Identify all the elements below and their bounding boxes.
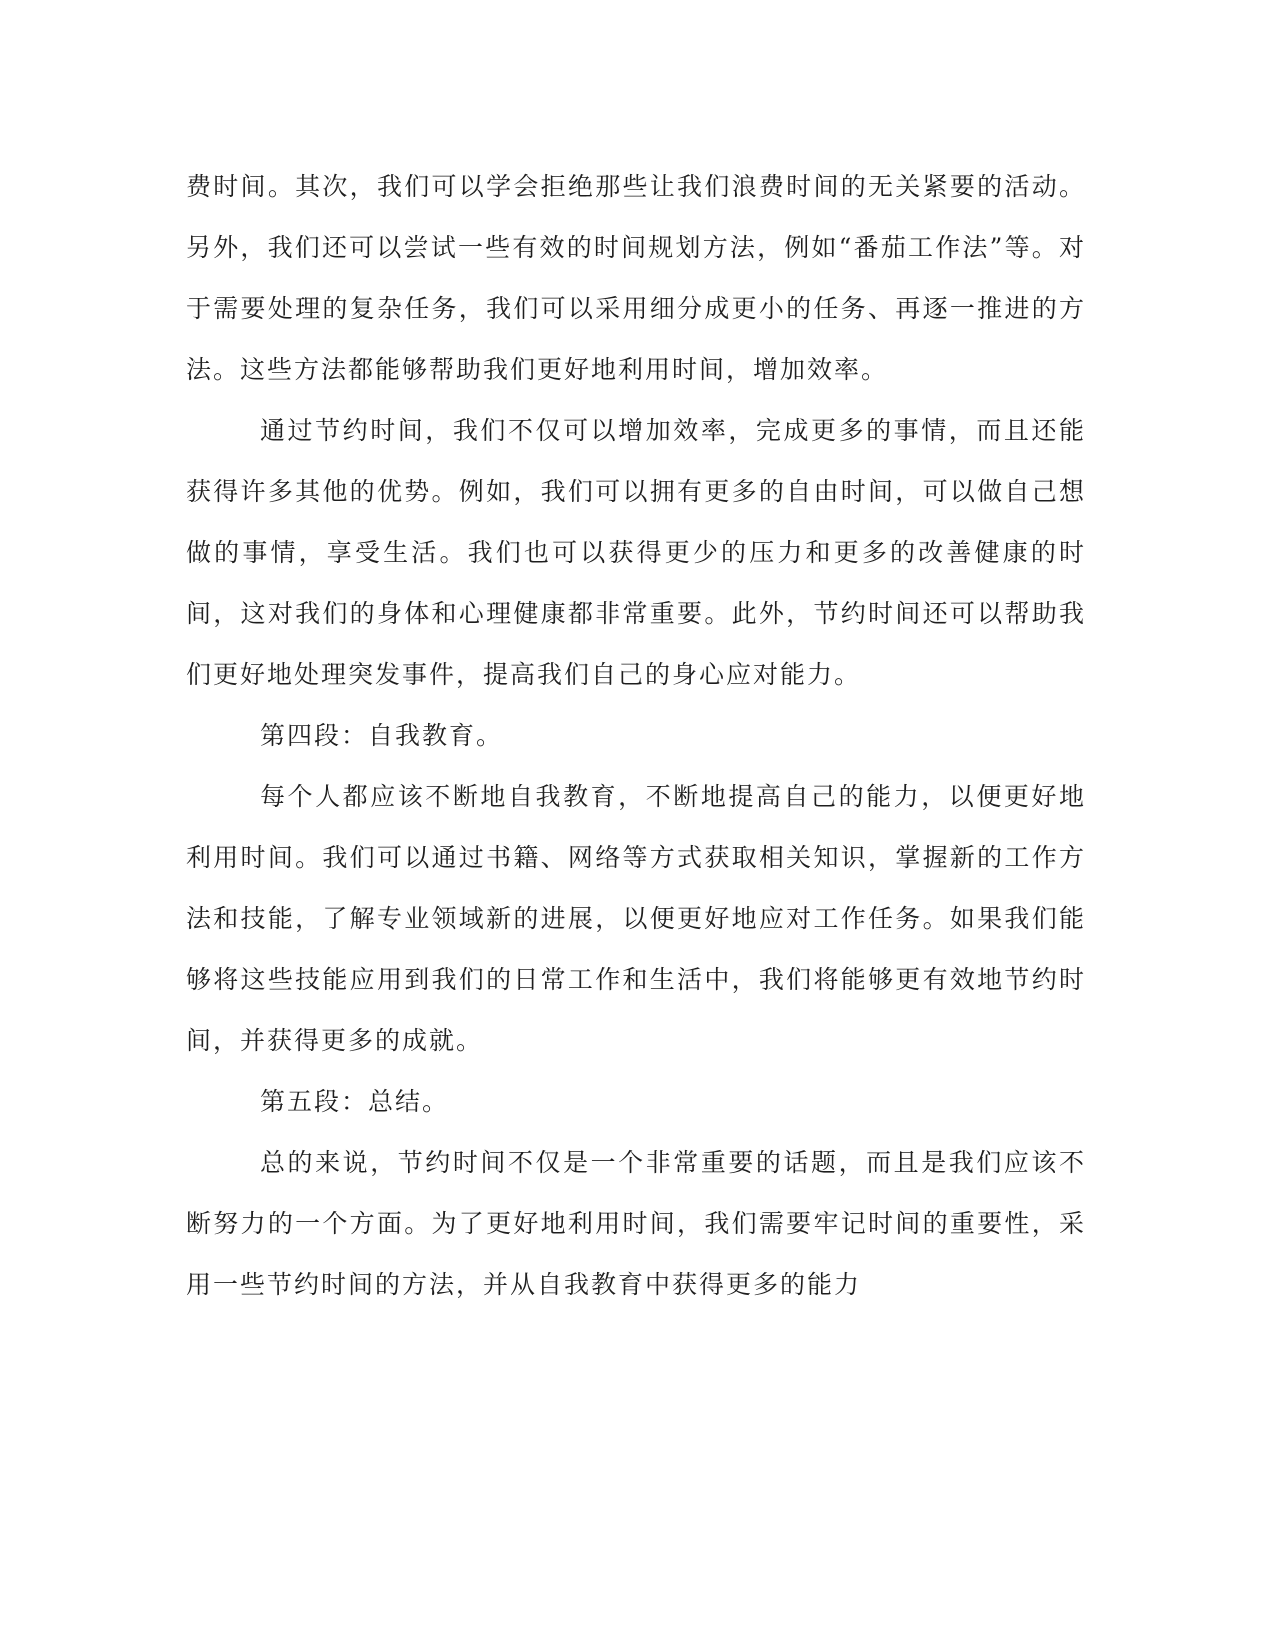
paragraph-benefits: 通过节约时间，我们不仅可以增加效率，完成更多的事情，而且还能获得许多其他的优势。例如，我们可以拥有更多的自由时间，可以做自己想做的事情，享受生活。我们也可以获得更少的压力和更多的改善健康的时间，这对我们的身体和心理健康都非常重要。此外，节约时间还可以帮助我们更好地处理突发事件，提高我们自己的身心应对能力。 <box>186 416 1086 689</box>
paragraph-self-education: 每个人都应该不断地自我教育，不断地提高自己的能力，以便更好地利用时间。我们可以通过书籍、网络等方式获取相关知识，掌握新的工作方法和技能，了解专业领域新的进展，以便更好地应对工作任务。如果我们能够将这些技能应用到我们的日常工作和生活中，我们将能够更有效地节约时间，并获得更多的成就。 <box>186 782 1086 1055</box>
document-body <box>186 156 1086 1315</box>
paragraph-time-methods: 费时间。其次，我们可以学会拒绝那些让我们浪费时间的无关紧要的活动。另外，我们还可以尝试一些有效的时间规划方法，例如“番茄工作法”等。对于需要处理的复杂任务，我们可以采用细分成更小的任务、再逐一推进的方法。这些方法都能够帮助我们更好地利用时间，增加效率。 <box>186 172 1086 384</box>
section-heading-five: 第五段：总结。 <box>260 1087 450 1116</box>
paragraph-summary: 总的来说，节约时间不仅是一个非常重要的话题，而且是我们应该不断努力的一个方面。为了更好地利用时间，我们需要牢记时间的重要性，采用一些节约时间的方法，并从自我教育中获得更多的能力 <box>186 1148 1086 1299</box>
section-heading-four: 第四段：自我教育。 <box>260 721 504 750</box>
